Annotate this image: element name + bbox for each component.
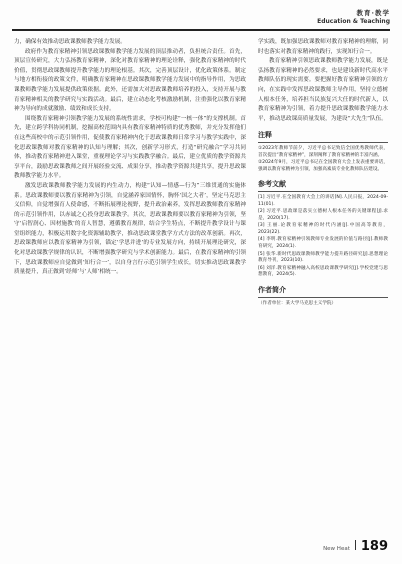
paragraph: 教育家精神引领思政课教师教学能力发展，既是弘扬教育家精神的必然要求，也是建设新时代高水平教师队伍的现实需要。要把握好教育家精神引领的方向，在实践中发挥思政课教师主导作用，坚持立德树人根本任务，培养担当民族复兴大任的时代新人，以教育家精神为引领，着力提升思政课教师教学能力水平，推动思政课高质量发展，为建设“大先生”队伍。 [258,58,388,122]
reference-item: [1] 习近平.在全国教育大会上的讲话[N].人民日报，2024-09-11(01). [258,194,388,207]
reference-item: [5] 张华.新时代思政课教师教学能力提升路径研究[J].思想理论教育导刊，2023(10). [258,251,388,264]
paragraph: 学实践，既加强思政课教师对教育家精神的理解，同时也落实对教育家精神的践行，实现知行合一。 [258,39,388,55]
reference-item: [2] 习近平.思政课是落实立德树人根本任务的关键课程[J].求是，2020(17). [258,209,388,221]
references-heading: 参考文献 [258,180,388,192]
notes [258,146,388,173]
author-bio [258,301,388,308]
author-bio-text: （作者单位：某大学马克思主义学院） [258,300,337,306]
references [258,195,388,279]
right-column [258,38,388,308]
reference-item: [3] 王丽.论教育家精神的时代内涵[J].中国高等教育，2023(22). [258,223,388,235]
reference-item: [6] 刘洋.教育家精神融入高校思政课教学研究[J].学校党建与思想教育，2024(5). [258,265,388,278]
note-item: ②2024年9月，习近平总书记在全国教育大会上发表重要讲话，强调以教育家精神为引领，加强高素质专业化教师队伍建设。 [258,160,388,172]
reference-item: [4] 李明.教育家精神引领教师专业发展的价值与路径[J].教师教育研究，2024(1). [258,237,388,250]
section-title-cn: 教育·教学 [356,9,390,17]
page-number: 189 [360,539,388,554]
notes-heading: 注释 [258,131,388,143]
footer-divider [355,540,356,550]
paragraph: 力，确保有效推动思政课教师教学能力发展。 [14,39,126,45]
page-footer [323,539,388,554]
section-title-en: Education & Teaching [317,18,390,25]
header-rule [12,29,390,31]
section-header [317,8,390,25]
left-column [14,38,246,278]
paragraph: 政府作为教育家精神引领思政课教师教学能力发展的顶层推动者，负担统合责任。首先，顶层宣传研究，大力弘扬教育家精神，深化对教育家精神的理论诠释，强化教育家精神的时代价值，贯彻思政课教师提升教学能力的理论根基。其次，完善顶层设计，优化政策体系。制定与地方相衔接的政策文件，明确教育家精神在思政课教师教学能力发展中的指导作用，为思政课教师教学能力发展提供政策依据。此外，还需加大对思政课教师培养的投入，支持开展与教育家精神相关的教学研究与实践活动。最后，建立动态化考核激励机制，注重强化以教育家精神为导向的成就激励、绩效和成长支持。 [14,48,246,113]
paragraph: 激发思政课教师教学能力发展的内生动力，构建“认知—情感—行为”三维贯通的实施体系。思政课教师要以教育家精神为引领，自觉涵养家国情怀，胸怀‘国之大者’，坚定马克思主义信仰，自觉增强育人使命感，不断拓展理论视野，提升政治素养，发挥思政教师教育家精神的示范引领作用，以赤诚之心投身思政课教学。其次，思政课教师要以教育家精神为引领，坚守‘启智润心、因材施教’的育人智慧，遵循教育规律，结合学生特点，不断提升教学设计与课堂组织能力，积极运用数字化资源辅助教学，推动思政课堂教学方式方法的改革创新。再次，思政课教师应以教育家精神为引领，锚定‘学思并进’的专业发展方向，持续开展理论研究，深化对思政课教学规律的认识，不断增强教学研究与学术创新能力。最后，在教育家精神的引领下，思政课教师应自觉做到‘知行合一’，以自身言行示范引领学生成长，切实推动思政课教学质量提升，真正做到‘经师’与‘人师’相统一。 [14,182,246,276]
author-bio-heading: 作者简介 [258,286,388,298]
paragraph: 围绕教育家精神引领教学能力发展的系统性需求，学校可构建“一核一体”的支撑机制。首先，建立跨学科协同机制，挖掘高校范围内具有教育家精神特质的优秀教师，并充分发挥他们在这些高校中的示范引领作用，促使教育家精神内化于思政课教师日常学习与教学实践中，深化思政课教师对教育家精神的认知与理解；其次，创新学习形式，打造“研究融合”学习共同体，推动教育家精神进入课堂，重视理论学习与实践教学融合。最后，建立优质的教学资源共享平台，鼓励思政课教师之间开展经验交流、成果分享，推动教学资源共建共享，提升思政课教师教学能力水平。 [14,115,246,180]
journal-name: New Heat [323,546,350,552]
note-item: ①2023年教师节前夕，习近平总书记致信全国优秀教师代表，首次提出“教育家精神”，深刻阐释了教育家精神的丰富内涵。 [258,145,388,158]
